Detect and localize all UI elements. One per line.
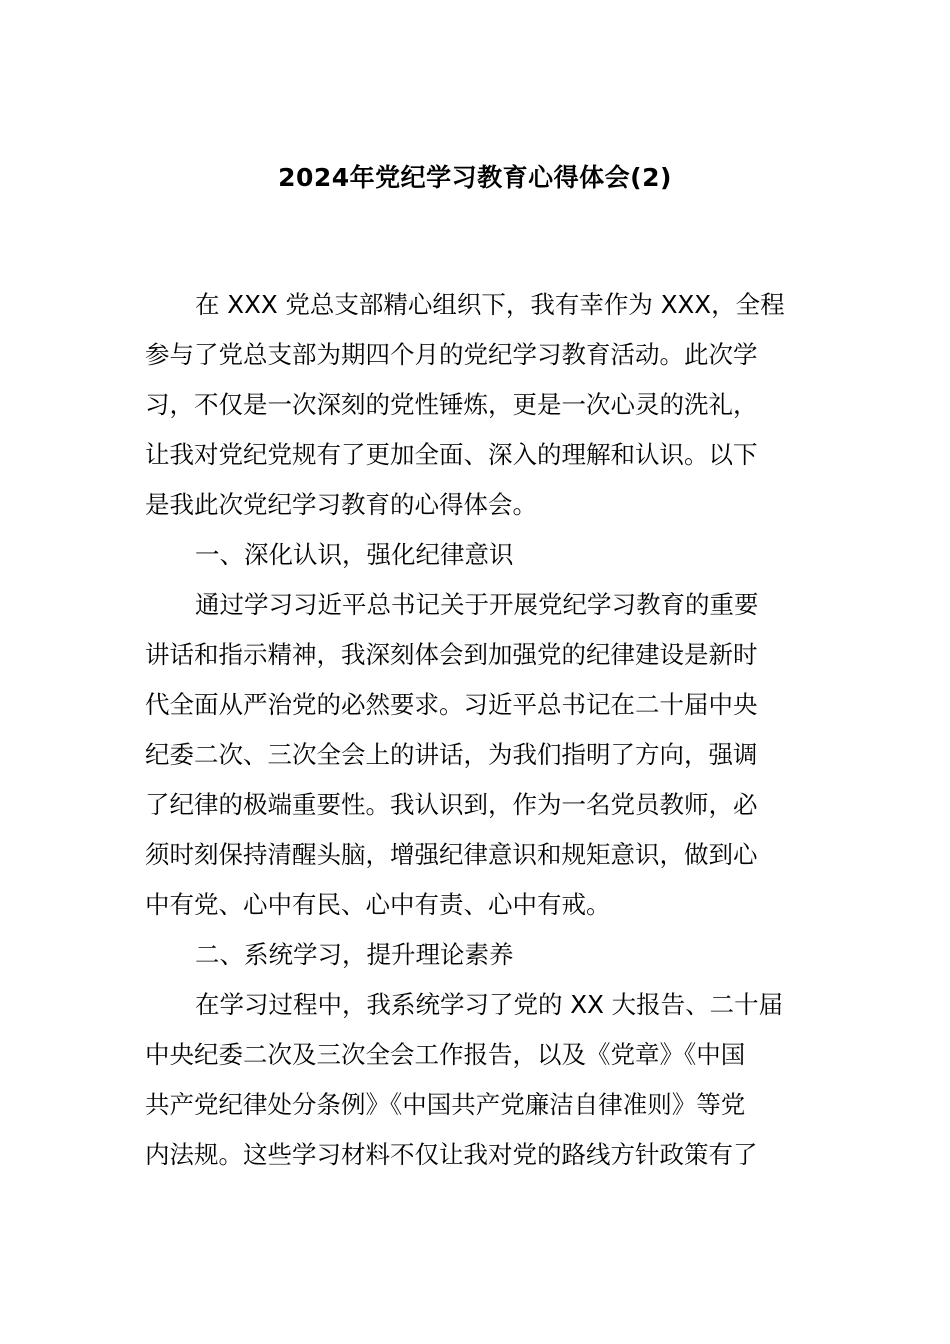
body-line: 共产党纪律处分条例》《中国共产党廉洁自律准则》等党 <box>145 1090 746 1119</box>
body-line: 让我对党纪党规有了更加全面、深入的理解和认识。以下 <box>145 440 758 469</box>
document-title: 2024年党纪学习教育心得体会(2) <box>278 163 672 192</box>
body-line: 了纪律的极端重要性。我认识到，作为一名党员教师，必 <box>145 790 758 819</box>
body-line: 是我此次党纪学习教育的心得体会。 <box>145 490 537 519</box>
body-line: 通过学习习近平总书记关于开展党纪学习教育的重要 <box>195 590 759 619</box>
section-heading-1: 一、深化认识，强化纪律意识 <box>195 540 514 569</box>
body-line: 参与了党总支部为期四个月的党纪学习教育活动。此次学 <box>145 340 758 369</box>
body-line: 须时刻保持清醒头脑，增强纪律意识和规矩意识，做到心 <box>145 840 758 869</box>
section-heading-2: 二、系统学习，提升理论素养 <box>195 940 514 969</box>
body-line: 讲话和指示精神，我深刻体会到加强党的纪律建设是新时 <box>145 640 758 669</box>
body-line: 中央纪委二次及三次全会工作报告，以及《党章》《中国 <box>145 1040 746 1069</box>
body-line: 代全面从严治党的必然要求。习近平总书记在二十届中央 <box>145 690 758 719</box>
document-body <box>145 280 807 1180</box>
body-line: 纪委二次、三次全会上的讲话，为我们指明了方向，强调 <box>145 740 758 769</box>
body-line: 在 XXX 党总支部精心组织下，我有幸作为 XXX，全程 <box>195 290 785 319</box>
body-line: 内法规。这些学习材料不仅让我对党的路线方针政策有了 <box>145 1140 758 1169</box>
body-line: 习，不仅是一次深刻的党性锤炼，更是一次心灵的洗礼， <box>145 390 758 419</box>
body-line: 中有党、心中有民、心中有责、心中有戒。 <box>145 890 611 919</box>
body-line: 在学习过程中，我系统学习了党的 XX 大报告、二十届 <box>195 990 784 1019</box>
